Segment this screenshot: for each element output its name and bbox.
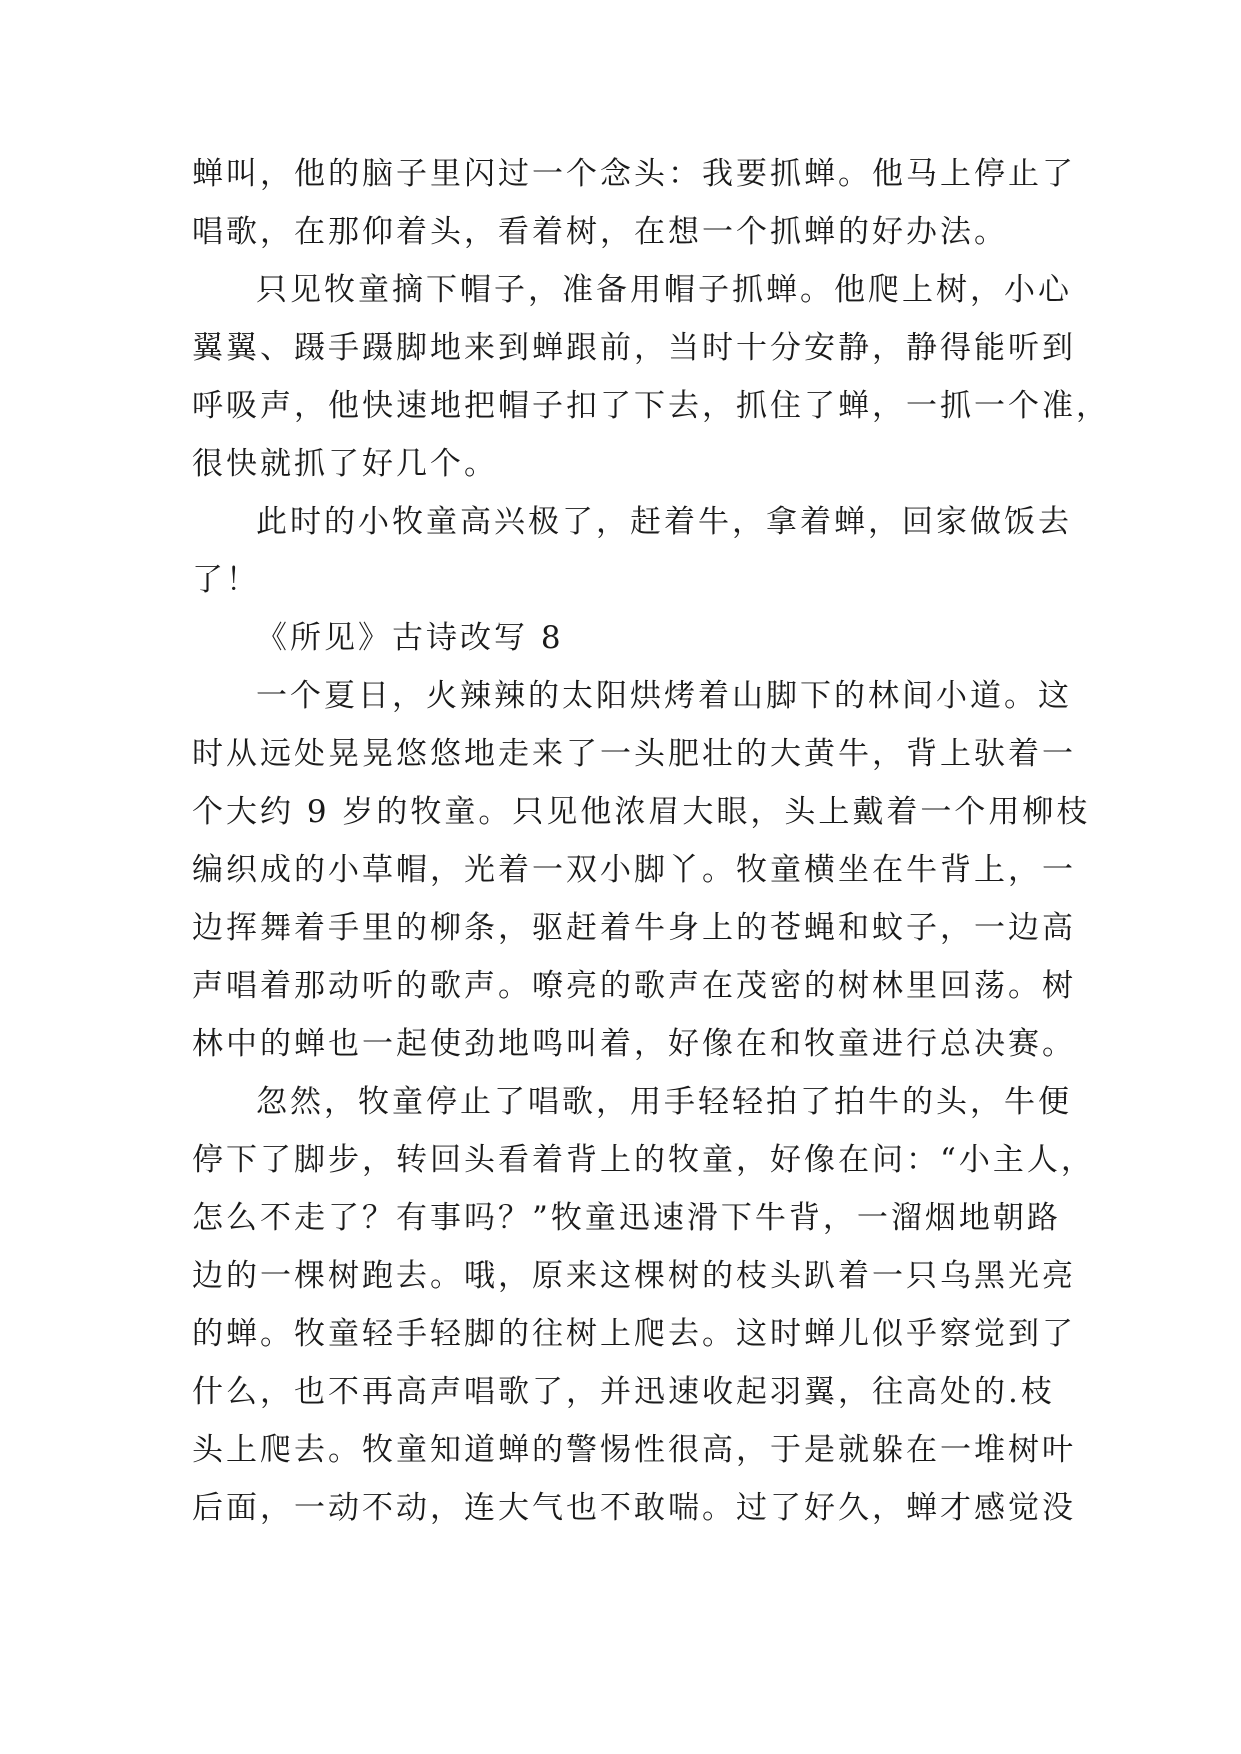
section-heading: 《所见》古诗改写 8 [256, 620, 564, 656]
text-line: 边的一棵树跑去。哦，原来这棵树的枝头趴着一只乌黑光亮 [192, 1258, 1076, 1294]
text-line: 林中的蝉也一起使劲地鸣叫着，好像在和牧童进行总决赛。 [192, 1026, 1076, 1062]
text-line: 个大约 9 岁的牧童。只见他浓眉大眼，头上戴着一个用柳枝 [192, 794, 1091, 830]
text-line: 什么，也不再高声唱歌了，并迅速收起羽翼，往高处的.枝 [192, 1374, 1055, 1410]
text-line: 声唱着那动听的歌声。嘹亮的歌声在茂密的树林里回荡。树 [192, 968, 1076, 1004]
text-line: 了！ [192, 562, 260, 598]
text-line: 很快就抓了好几个。 [192, 446, 498, 482]
text-line: 呼吸声，他快速地把帽子扣了下去，抓住了蝉，一抓一个准， [192, 388, 1110, 424]
text-line: 头上爬去。牧童知道蝉的警惕性很高，于是就躲在一堆树叶 [192, 1432, 1076, 1468]
text-line: 蝉叫，他的脑子里闪过一个念头：我要抓蝉。他马上停止了 [192, 156, 1076, 192]
text-line: 的蝉。牧童轻手轻脚的往树上爬去。这时蝉儿似乎察觉到了 [192, 1316, 1076, 1352]
paragraph-start-line: 一个夏日，火辣辣的太阳烘烤着山脚下的林间小道。这 [256, 678, 1072, 714]
body-text [192, 145, 1110, 1537]
text-line: 时从远处晃晃悠悠地走来了一头肥壮的大黄牛，背上驮着一 [192, 736, 1076, 772]
paragraph-start-line: 只见牧童摘下帽子，准备用帽子抓蝉。他爬上树，小心 [256, 272, 1072, 308]
text-line: 边挥舞着手里的柳条，驱赶着牛身上的苍蝇和蚊子，一边高 [192, 910, 1076, 946]
text-line: 翼翼、蹑手蹑脚地来到蝉跟前，当时十分安静，静得能听到 [192, 330, 1076, 366]
text-line: 停下了脚步，转回头看着背上的牧童，好像在问：“小主人， [192, 1142, 1095, 1178]
paragraph-start-line: 此时的小牧童高兴极了，赶着牛，拿着蝉，回家做饭去 [256, 504, 1072, 540]
text-line: 编织成的小草帽，光着一双小脚丫。牧童横坐在牛背上，一 [192, 852, 1076, 888]
text-line: 唱歌，在那仰着头，看着树，在想一个抓蝉的好办法。 [192, 214, 1008, 250]
text-line: 后面，一动不动，连大气也不敢喘。过了好久，蝉才感觉没 [192, 1490, 1076, 1526]
text-line: 怎么不走了？有事吗？”牧童迅速滑下牛背，一溜烟地朝路 [192, 1200, 1061, 1236]
paragraph-start-line: 忽然，牧童停止了唱歌，用手轻轻拍了拍牛的头，牛便 [256, 1084, 1072, 1120]
